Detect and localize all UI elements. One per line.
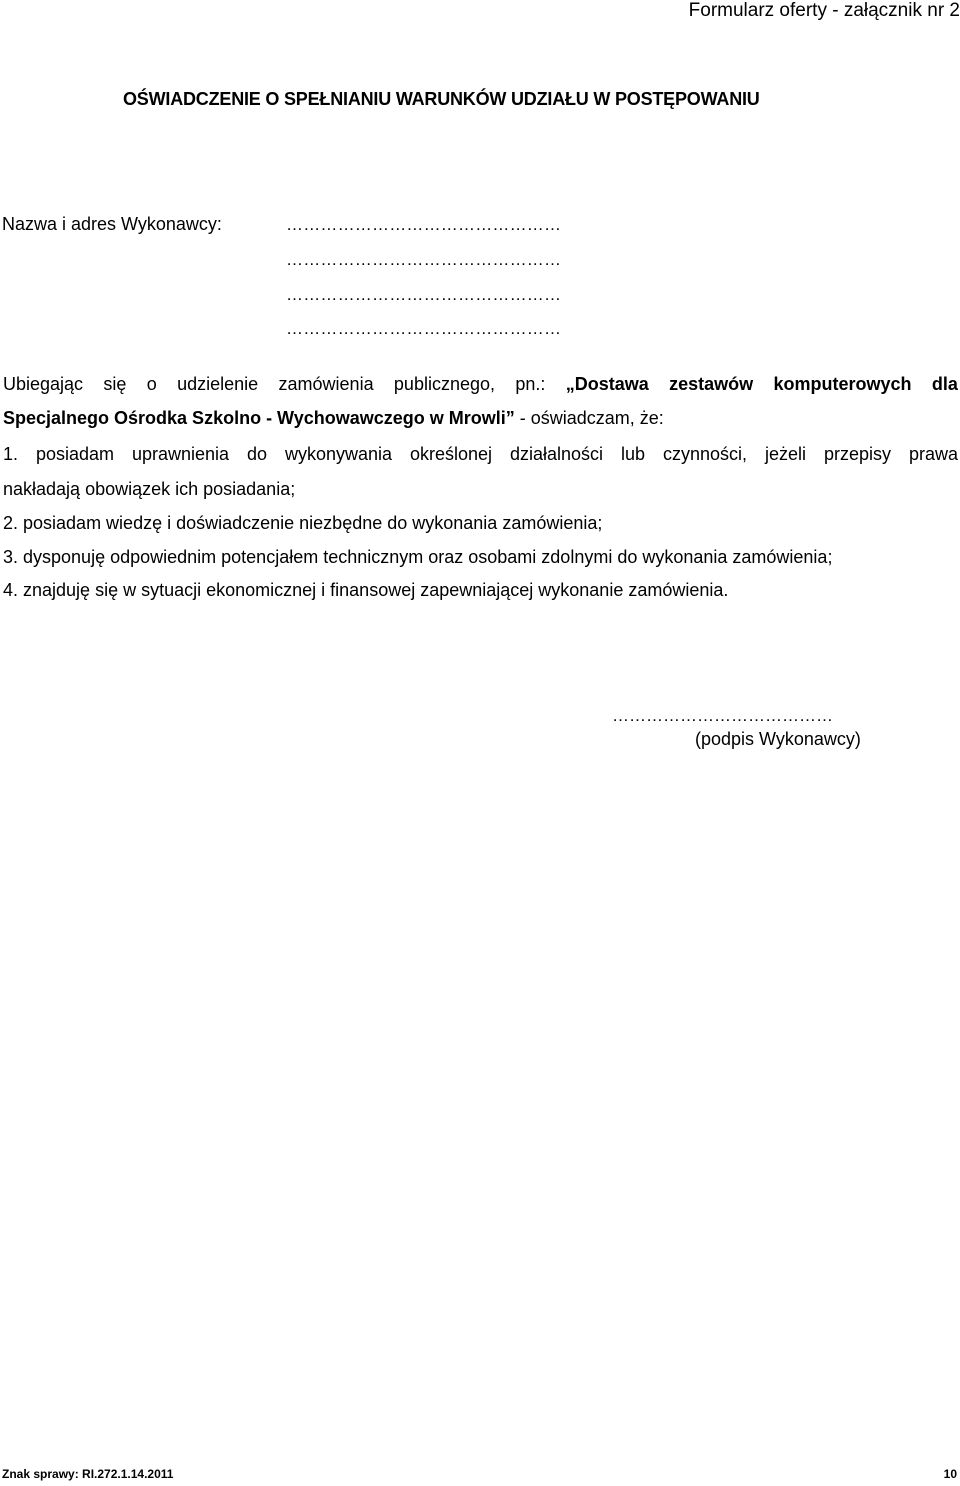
intro-word: zamówienia — [278, 374, 374, 394]
intro-word: Ubiegając — [3, 374, 84, 394]
intro-line-2 — [3, 407, 664, 429]
item-word: jeżeli — [765, 444, 807, 464]
item-word: działalności — [510, 444, 604, 464]
intro-word: publicznego, — [393, 374, 495, 394]
item-word: wykonywania — [284, 444, 393, 464]
procurement-title-word: „Dostawa — [565, 374, 649, 394]
item-word: określonej — [410, 444, 493, 464]
procurement-title-word: komputerowych — [773, 374, 912, 394]
item-word: 1. — [3, 444, 19, 464]
item-word: prawa — [908, 444, 958, 464]
procurement-title-continued: Specjalnego Ośrodka Szkolno - Wychowawczego w Mrowli” — [3, 408, 515, 428]
item-word: do — [247, 444, 268, 464]
intro-word: udzielenie — [177, 374, 259, 394]
intro-word: się — [103, 374, 127, 394]
declaration-item-1-line-2: nakładają obowiązek ich posiadania; — [3, 479, 296, 499]
item-word: czynności, — [663, 444, 748, 464]
intro-line-1 — [3, 373, 958, 395]
declaration-item-1-line-1 — [3, 443, 958, 465]
declaration-item-3: 3. dysponuję odpowiednim potencjałem technicznym oraz osobami zdolnymi do wykonania zamówienia; — [3, 547, 833, 567]
document-title: OŚWIADCZENIE O SPEŁNIANIU WARUNKÓW UDZIAŁU W POSTĘPOWANIU — [123, 89, 760, 109]
item-word: posiadam — [35, 444, 115, 464]
page-number: 10 — [943, 1467, 957, 1481]
declaration-item-2: 2. posiadam wiedzę i doświadczenie niezbędne do wykonania zamówienia; — [3, 513, 603, 533]
declaration-lead-in: - oświadczam, że: — [514, 408, 664, 428]
item-word: uprawnienia — [131, 444, 230, 464]
contractor-blank-line: ………………………………………… — [286, 285, 562, 304]
intro-word: o — [146, 374, 157, 394]
item-word: lub — [621, 444, 646, 464]
contractor-blank-line: ………………………………………… — [286, 319, 562, 338]
contractor-blank-line: ………………………………………… — [286, 250, 562, 269]
signature-label: (podpis Wykonawcy) — [695, 729, 861, 749]
item-word: przepisy — [823, 444, 892, 464]
signature-line: ………………………………… — [612, 706, 833, 725]
case-number: Znak sprawy: RI.272.1.14.2011 — [2, 1467, 174, 1481]
contractor-name-address-label: Nazwa i adres Wykonawcy: — [2, 214, 222, 234]
procurement-title-word: dla — [931, 374, 958, 394]
intro-word: pn.: — [515, 374, 546, 394]
annex-label: Formularz oferty - załącznik nr 2 — [688, 0, 960, 21]
declaration-item-4: 4. znajduję się w sytuacji ekonomicznej i finansowej zapewniającej wykonanie zamówienia. — [3, 580, 729, 600]
contractor-blank-line: ………………………………………… — [286, 215, 562, 234]
procurement-title-word: zestawów — [669, 374, 754, 394]
